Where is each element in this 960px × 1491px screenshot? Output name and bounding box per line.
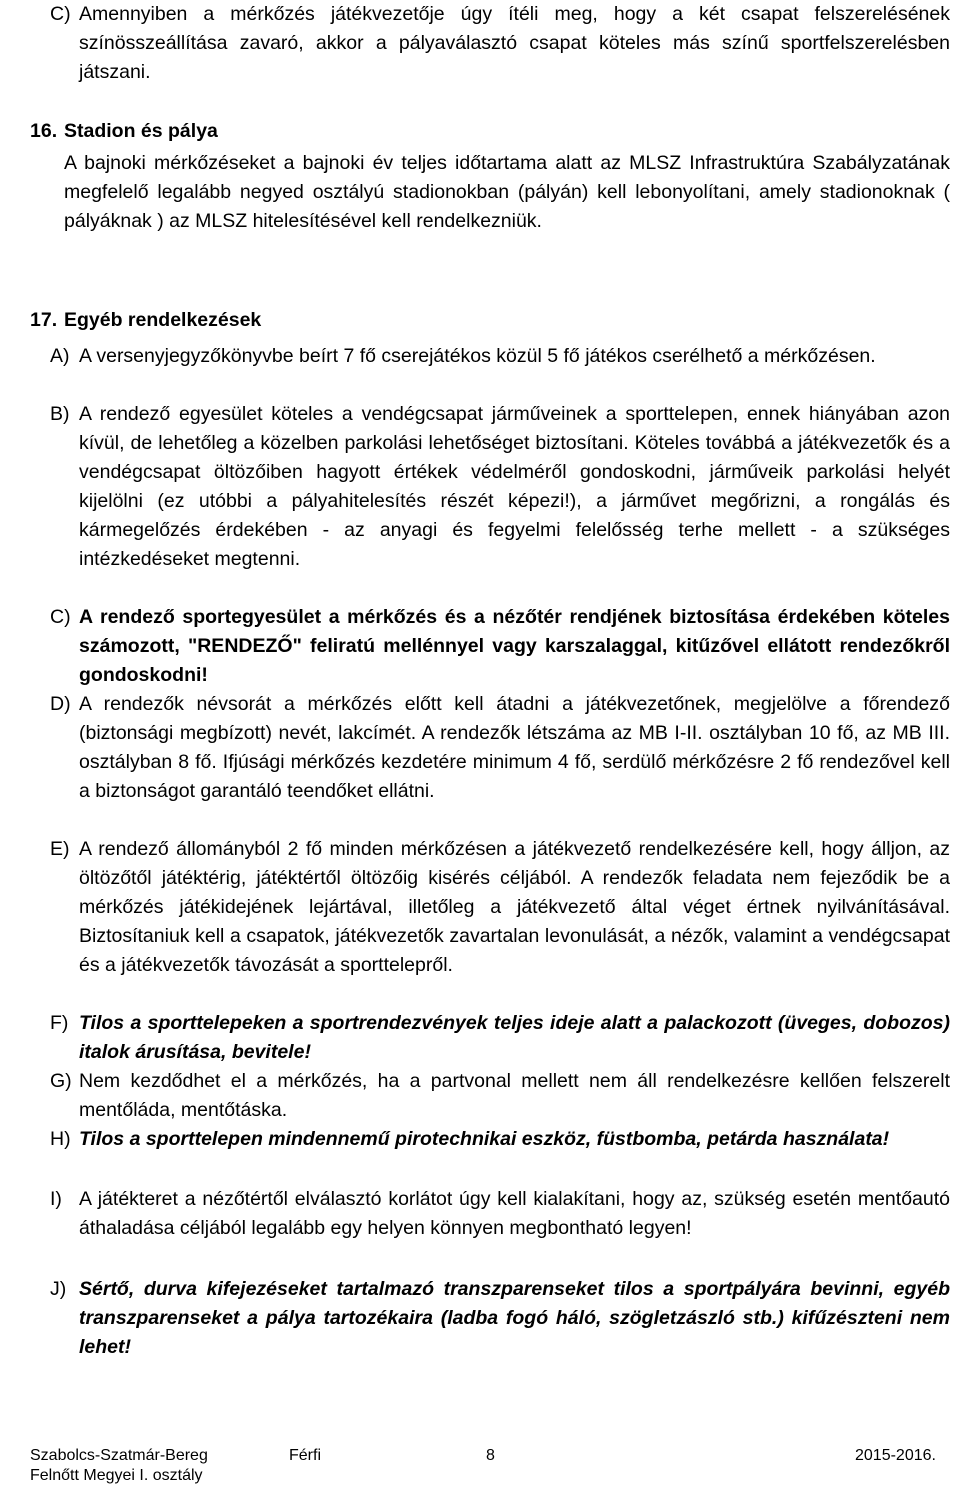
item-i [50, 1185, 950, 1243]
item-label: D) [50, 693, 71, 715]
section-title: Egyéb rendelkezések [64, 309, 262, 331]
section-17-heading [30, 306, 261, 335]
item-label: A) [50, 345, 70, 367]
item-text: Sértő, durva kifejezéseket tartalmazó transzparenseket tilos a sportpályára bevinni, egyéb transzparenseket a pálya tartozékaira (ladba fogó háló, szögletzászló stb.) kifűzészteni nem lehet! [79, 1278, 950, 1358]
item-text: Tilos a sporttelepen mindennemű pirotechnikai eszköz, füstbomba, petárda használata! [79, 1128, 890, 1150]
item-h [50, 1125, 950, 1154]
item-text: A versenyjegyzőkönyvbe beírt 7 fő cserejátékos közül 5 fő játékos cserélhető a mérkőzésen. [79, 345, 876, 367]
item-a [50, 342, 950, 371]
section-title: Stadion és pálya [64, 120, 218, 142]
item-text: Tilos a sporttelepeken a sportrendezvények teljes ideje alatt a palackozott (üveges, dobozos) italok árusítása, bevitele! [79, 1012, 950, 1063]
footer-page-number: 8 [486, 1447, 495, 1464]
item-label: B) [50, 403, 70, 425]
footer-county: Szabolcs-Szatmár-Bereg [30, 1447, 208, 1464]
item-label: F) [50, 1012, 69, 1034]
item-label: E) [50, 838, 70, 860]
footer-league: Felnőtt Megyei I. osztály [30, 1467, 203, 1484]
item-g [50, 1067, 950, 1125]
item-d [50, 690, 950, 806]
item-f [50, 1009, 950, 1067]
section-c-continued [50, 0, 950, 87]
item-e [50, 835, 950, 980]
section-16-body: A bajnoki mérkőzéseket a bajnoki év teljes időtartama alatt az MLSZ Infrastruktúra Szabályzatának megfelelő legalább negyed osztályú stadionokban (pályán) kell lebonyolítani, amely stadionoknak ( pályáknak ) az MLSZ hitelesítésével kell rendelkezniük. [64, 152, 950, 232]
section-number: 16. [30, 120, 58, 142]
item-text: A játékteret a nézőtértől elválasztó korlátot úgy kell kialakítani, hogy az, szükség esetén mentőautó áthaladása céljából legalább egy helyen könnyen megbontható legyen! [79, 1188, 950, 1239]
item-text: A rendezők névsorát a mérkőzés előtt kell átadni a játékvezetőnek, megjelölve a főrendező (biztonsági megbízott) nevét, lakcímét. A rendezők létszáma az MB I-II. osztályban 10 fő, az MB III. osztályban 8 fő. Ifjúsági mérkőzés kezdetére minimum 4 fő, serdülő mérkőzésre 2 fő rendezővel kell a biztonságot garantáló teendőket ellátni. [79, 693, 950, 802]
item-label: H) [50, 1128, 71, 1150]
footer-season: 2015-2016. [855, 1447, 936, 1464]
item-label: I) [50, 1188, 62, 1210]
item-text: A rendező egyesület köteles a vendégcsapat járműveinek a sporttelepen, ennek hiányában azon kívül, de lehetőleg a közelben parkolási lehetőséget biztosítani. Köteles továbbá a játékvezetők és a vendégcsapat öltözőiben hagyott értékek védelméről gondoskodni, járműveik parkolási helyét kijelölni (ez utóbbi a pályahitelesítés részét képezi!), a járművet megőrizni, a rongálás és kármegelőzés érdekében - az anyagi és fegyelmi felelősség terhe mellett - a szükséges intézkedéseket megtenni. [79, 403, 950, 570]
section-16-heading [30, 117, 218, 146]
item-label: G) [50, 1070, 72, 1092]
item-c [50, 603, 950, 690]
item-text: Amennyiben a mérkőzés játékvezetője úgy ítéli meg, hogy a két csapat felszerelésének színösszeállítása zavaró, akkor a pályaválasztó csapat köteles más színű sportfelszerelésben játszani. [79, 3, 950, 83]
item-text: A rendező állományból 2 fő minden mérkőzésen a játékvezető rendelkezésére kell, hogy álljon, az öltözőtől játéktérig, játéktértől öltözőig kisérés céljából. A rendezők feladata nem fejeződik be a mérkőzés játékidejének lejártával, illetőleg a játékvezető által véget értnek nyilvánításával. Biztosítaniuk kell a csapatok, játékvezetők zavartalan levonulását, a nézők, valamint a vendégcsapat és a játékvezetők távozását a sporttelepről. [79, 838, 950, 976]
footer-gender: Férfi [289, 1447, 321, 1464]
item-text: A rendező sportegyesület a mérkőzés és a nézőtér rendjének biztosítása érdekében köteles számozott, "RENDEZŐ" feliratú mellénnyel vagy karszalaggal, kitűzővel ellátott rendezőkről gondoskodni! [79, 606, 950, 686]
item-j [50, 1275, 950, 1362]
section-number: 17. [30, 309, 58, 331]
item-b [50, 400, 950, 574]
item-label: C) [50, 606, 71, 628]
item-text: Nem kezdődhet el a mérkőzés, ha a partvonal mellett nem áll rendelkezésre kellően felszerelt mentőláda, mentőtáska. [79, 1070, 950, 1121]
item-label: C) [50, 3, 71, 25]
item-label: J) [50, 1278, 67, 1300]
